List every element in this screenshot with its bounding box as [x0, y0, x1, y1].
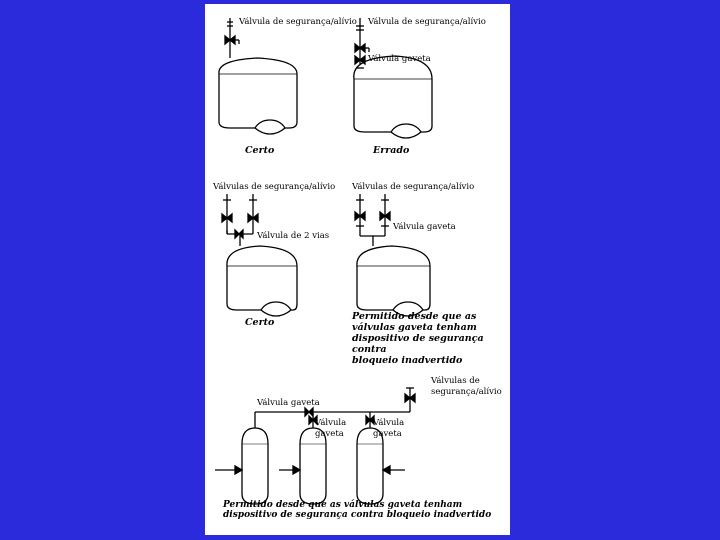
vessel-certo-1 [219, 58, 297, 134]
diagram-panel [205, 4, 510, 535]
column-vessel-1 [215, 424, 268, 504]
d2-left-relief-label: Válvulas de segurança/alívio [213, 182, 336, 192]
d1-caption-certo: Certo [245, 145, 275, 156]
vessel-certo-2 [227, 246, 297, 316]
d3-gate-label-2: Válvula gaveta [373, 418, 405, 439]
d1-caption-errado: Errado [373, 145, 410, 156]
d1-left-relief-label: Válvula de segurança/alívio [239, 17, 357, 27]
d3-gate-label-1: Válvula gaveta [315, 418, 347, 439]
vessel-errado-1 [354, 56, 432, 138]
twin-relief-valves-certo [222, 194, 258, 246]
d1-right-gate-label: Válvula gaveta [368, 54, 431, 64]
d2-caption-permitido: Permitido desde que as válvulas gaveta tenham dispositivo de segurança contra bloqueio inadvertido [352, 311, 484, 366]
relief-valve-1 [225, 18, 239, 58]
d3-header-gate-label: Válvula gaveta [257, 398, 320, 408]
diagram-drawing [205, 4, 510, 535]
d3-relief-label: Válvulas de segurança/alívio [431, 376, 502, 397]
vessel-permitido-2 [357, 246, 430, 316]
d1-right-relief-label: Válvula de segurança/alívio [368, 17, 486, 27]
d2-right-gate-label: Válvula gaveta [393, 222, 456, 232]
d2-left-twoway-label: Válvula de 2 vias [257, 231, 330, 241]
d2-caption-certo: Certo [245, 317, 275, 328]
d3-caption: Permitido desde que as válvulas gaveta tenham dispositivo de segurança contra bloqueio inadvertido [223, 500, 492, 521]
twin-relief-valves-permitido [355, 194, 390, 246]
d2-right-relief-label: Válvulas de segurança/alívio [352, 182, 475, 192]
